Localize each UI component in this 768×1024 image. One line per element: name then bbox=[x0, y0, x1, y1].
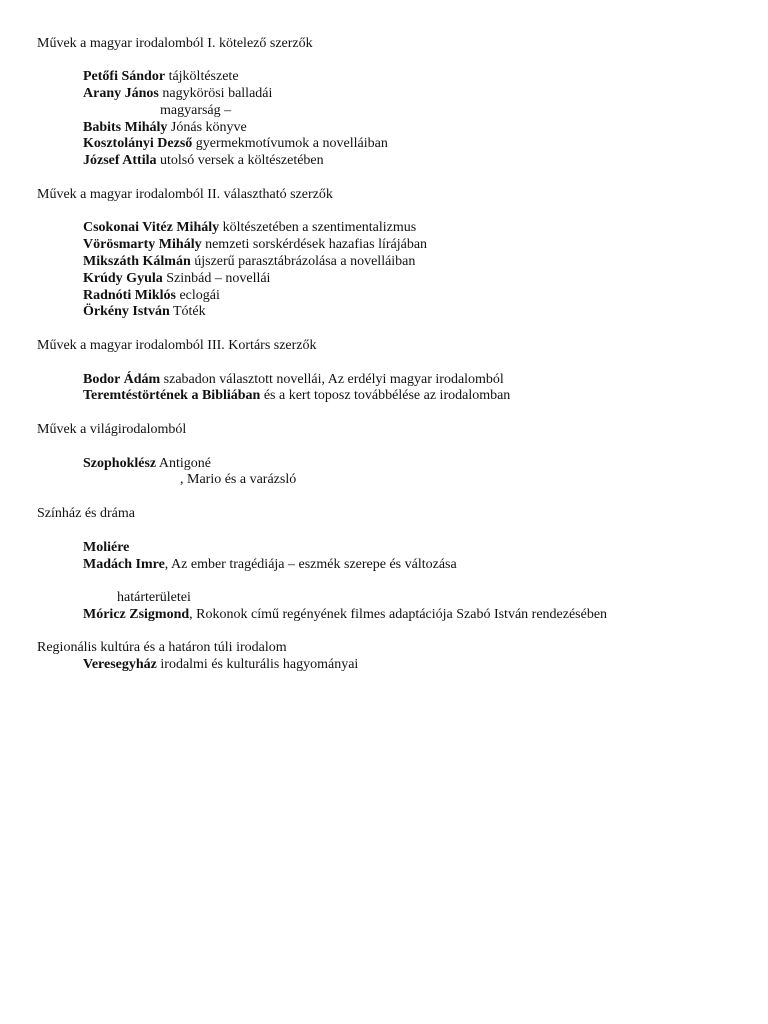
item-text: , Rokonok című regényének filmes adaptációja Szabó István rendezésében bbox=[189, 607, 608, 622]
list-item bbox=[180, 471, 296, 488]
item-text: irodalmi és kulturális hagyományai bbox=[156, 657, 359, 672]
author-name: Bodor Ádám bbox=[83, 372, 161, 387]
item-text: szabadon választott novellái, Az erdélyi magyar irodalomból bbox=[160, 372, 504, 387]
item-text: Tóték bbox=[169, 304, 206, 319]
list-item bbox=[83, 236, 427, 253]
author-name: Babits Mihály bbox=[83, 120, 168, 135]
author-name: Madách Imre bbox=[83, 557, 165, 572]
item-text: magyarság – bbox=[160, 103, 232, 118]
list-item bbox=[83, 656, 358, 673]
item-text: és a kert toposz továbbélése az irodalomban bbox=[260, 388, 511, 403]
list-item bbox=[83, 387, 510, 404]
item-text: utolsó versek a költészetében bbox=[156, 153, 324, 168]
section-heading-6: Regionális kultúra és a határon túli irodalom bbox=[37, 640, 287, 655]
author-name: Szophoklész bbox=[83, 456, 157, 471]
list-item bbox=[83, 219, 416, 236]
item-text: Antigoné bbox=[156, 456, 211, 471]
item-text: nemzeti sorskérdések hazafias lírájában bbox=[201, 237, 428, 252]
item-text: nagykörösi balladái bbox=[158, 86, 273, 101]
list-item bbox=[160, 102, 231, 119]
list-item bbox=[83, 371, 504, 388]
section-heading-3: Művek a magyar irodalomból III. Kortárs szerzők bbox=[37, 338, 317, 353]
section-heading-1: Művek a magyar irodalomból I. kötelező szerzők bbox=[37, 36, 313, 51]
author-name: Vörösmarty Mihály bbox=[83, 237, 202, 252]
section-heading-5: Színház és dráma bbox=[37, 506, 135, 521]
section-heading-4: Művek a világirodalomból bbox=[37, 422, 187, 437]
item-text: , Mario és a varázsló bbox=[180, 472, 297, 487]
author-name: Móricz Zsigmond bbox=[83, 607, 190, 622]
list-item bbox=[83, 455, 211, 472]
author-name: Krúdy Gyula bbox=[83, 271, 163, 286]
list-item bbox=[83, 135, 388, 152]
item-text: Szinbád – novellái bbox=[162, 271, 271, 286]
item-text: Jónás könyve bbox=[167, 120, 247, 135]
list-item bbox=[83, 539, 129, 556]
list-item bbox=[83, 270, 270, 287]
item-text: újszerű parasztábrázolása a novelláiban bbox=[190, 254, 416, 269]
author-name: Teremtéstörtének a Bibliában bbox=[83, 388, 261, 403]
item-text: határterületei bbox=[117, 590, 191, 605]
list-item bbox=[83, 303, 206, 320]
list-item bbox=[83, 68, 239, 85]
list-item bbox=[83, 119, 247, 136]
item-text: gyermekmotívumok a novelláiban bbox=[192, 136, 388, 151]
author-name: Örkény István bbox=[83, 304, 170, 319]
item-text: , Az ember tragédiája – eszmék szerepe és változása bbox=[164, 557, 457, 572]
list-item bbox=[83, 606, 607, 623]
list-item bbox=[83, 85, 272, 102]
list-item bbox=[117, 589, 191, 606]
author-name: József Attila bbox=[83, 153, 157, 168]
list-item bbox=[83, 152, 324, 169]
author-name: Petőfi Sándor bbox=[83, 69, 166, 84]
author-name: Arany János bbox=[83, 86, 159, 101]
item-text: tájköltészete bbox=[165, 69, 239, 84]
list-item bbox=[83, 556, 457, 573]
author-name: Kosztolányi Dezső bbox=[83, 136, 193, 151]
list-item bbox=[83, 253, 415, 270]
author-name: Radnóti Miklós bbox=[83, 288, 176, 303]
item-text: költészetében a szentimentalizmus bbox=[219, 220, 417, 235]
author-name: Mikszáth Kálmán bbox=[83, 254, 191, 269]
author-name: Csokonai Vitéz Mihály bbox=[83, 220, 220, 235]
list-item bbox=[83, 287, 220, 304]
author-name: Veresegyház bbox=[83, 657, 157, 672]
author-name: Moliére bbox=[83, 540, 130, 555]
section-heading-2: Művek a magyar irodalomból II. választható szerzők bbox=[37, 187, 333, 202]
item-text: eclogái bbox=[175, 288, 220, 303]
